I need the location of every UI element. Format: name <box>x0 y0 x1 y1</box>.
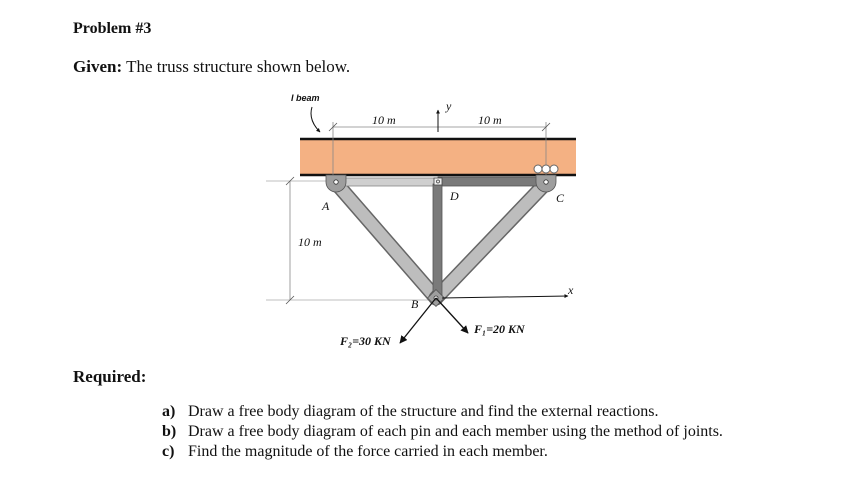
joint-a-label: A <box>322 199 330 213</box>
roller-1 <box>534 165 542 173</box>
item-letter: c) <box>162 443 175 460</box>
axis-x-label: x <box>568 283 574 297</box>
given-text: The truss structure shown below. <box>126 57 351 76</box>
problem-title: Problem #3 <box>73 20 152 37</box>
list-item <box>162 422 802 442</box>
x-axis-arrow <box>442 296 568 298</box>
joint-d <box>434 178 442 185</box>
dim-left-label: 10 m <box>372 113 396 127</box>
member-dc <box>438 177 546 186</box>
dim-height-label: 10 m <box>298 235 322 249</box>
list-item <box>162 402 802 422</box>
roller-2 <box>542 165 550 173</box>
truss-members <box>336 177 546 298</box>
item-text: Draw a free body diagram of each pin and each member using the method of joints. <box>188 423 723 440</box>
force-f1-label: F₁=20 KN <box>474 322 525 336</box>
member-bd <box>433 184 442 296</box>
dim-right-label: 10 m <box>478 113 502 127</box>
roller-3 <box>550 165 558 173</box>
given-label: Given: <box>73 57 123 76</box>
axis-y-label: y <box>446 99 452 113</box>
joint-c-label: C <box>556 191 565 205</box>
required-list <box>162 402 802 462</box>
force-f1-arrow <box>436 298 468 333</box>
joint-d-label: D <box>450 189 459 203</box>
item-text: Find the magnitude of the force carried in each member. <box>188 443 548 460</box>
required-heading: Required: <box>73 367 147 386</box>
member-ad <box>338 178 438 186</box>
item-letter: b) <box>162 423 177 440</box>
item-text: Draw a free body diagram of the structure and find the external reactions. <box>188 403 659 420</box>
ibeam-pointer-arrow <box>311 107 320 132</box>
item-letter: a) <box>162 403 176 420</box>
list-item <box>162 442 802 462</box>
ibeam-label: I beam <box>291 93 320 103</box>
force-f2-label: F₂=30 KN <box>340 334 391 348</box>
joint-b-label: B <box>411 297 419 311</box>
